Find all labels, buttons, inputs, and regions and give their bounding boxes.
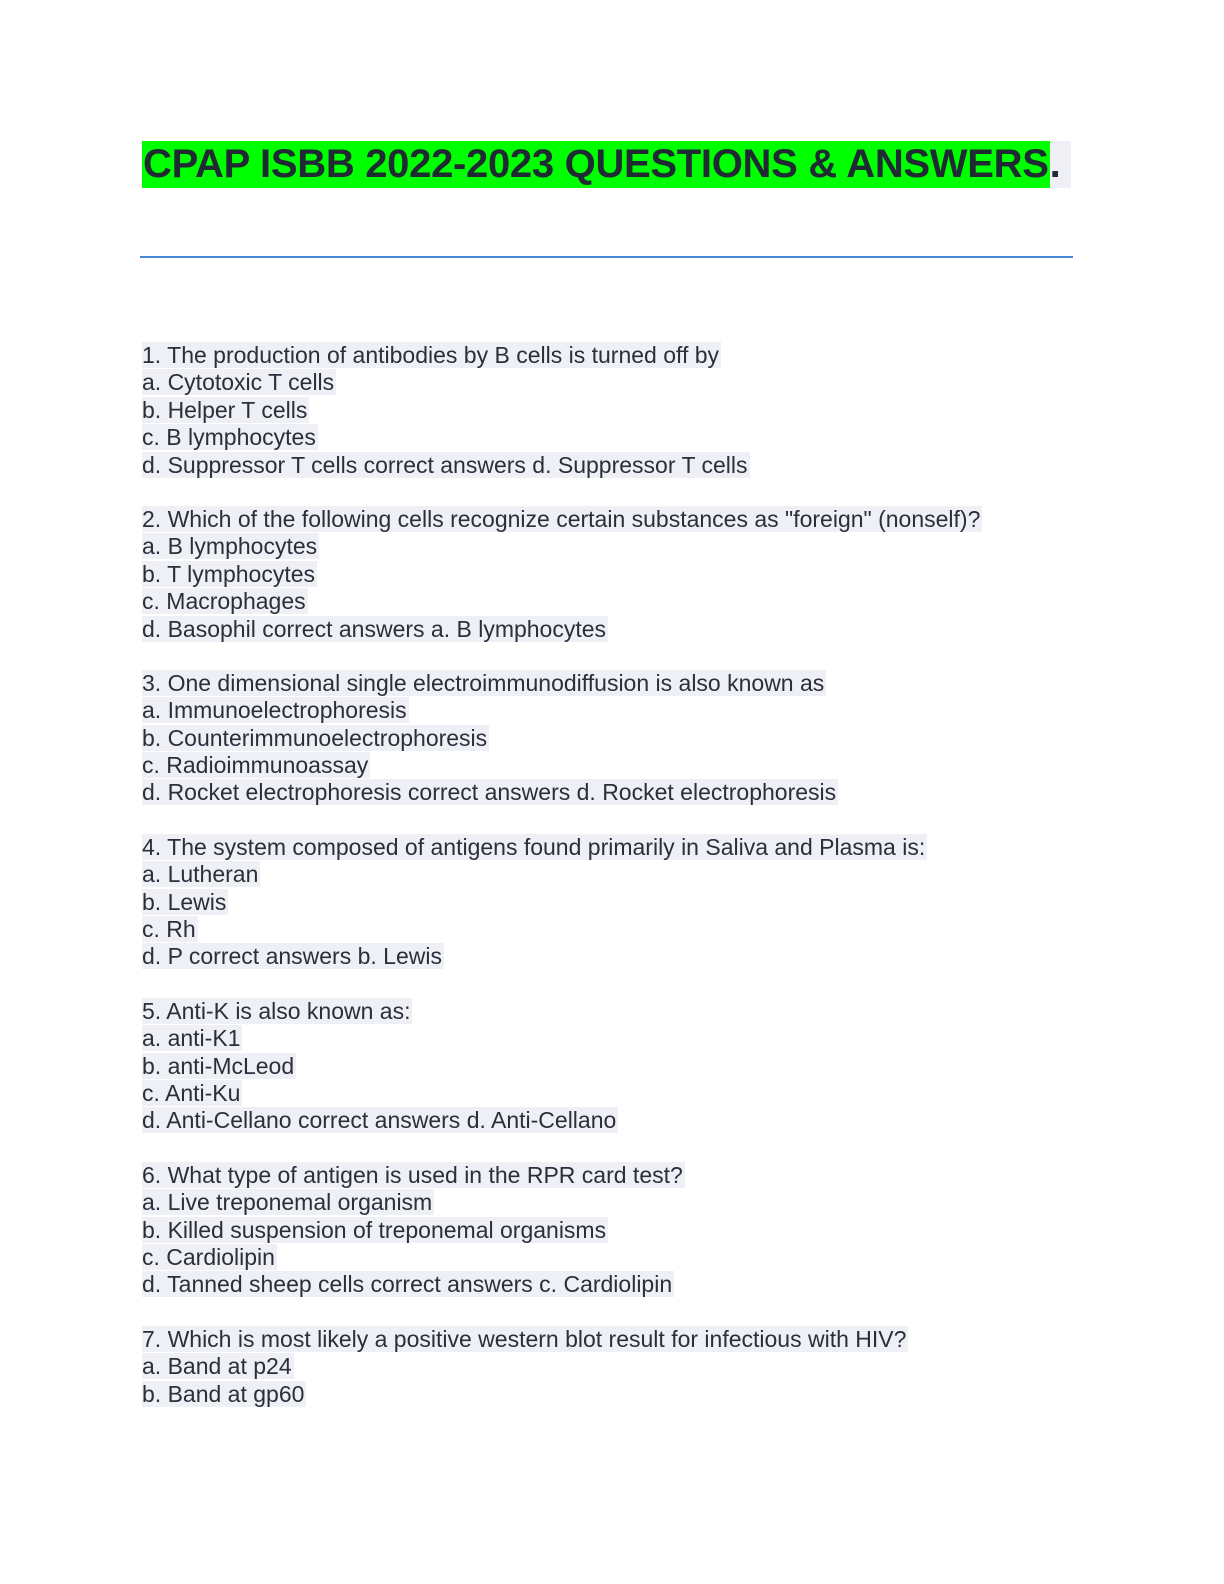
title-text: CPAP ISBB 2022-2023 QUESTIONS & ANSWERS	[143, 142, 1049, 186]
answer-option: a. Immunoelectrophoresis	[142, 697, 407, 724]
title-divider	[140, 256, 1073, 258]
answer-option: b. Lewis	[142, 888, 227, 915]
question-text: 6. What type of antigen is used in the RPR card test?	[142, 1161, 683, 1188]
question-text: 1. The production of antibodies by B cells is turned off by	[142, 342, 720, 368]
question-text: 2. Which of the following cells recognize certain substances as "foreign" (nonself)?	[142, 505, 981, 532]
answer-option: b. T lymphocytes	[142, 560, 316, 587]
answer-option: b. anti-McLeod	[142, 1052, 295, 1079]
answer-option: a. B lymphocytes	[142, 533, 318, 560]
question-block	[142, 506, 1102, 643]
answer-option: b. Counterimmunoelectrophoresis	[142, 724, 488, 751]
question-block	[142, 998, 1102, 1135]
answer-option: c. Anti-Ku	[142, 1079, 241, 1106]
question-text: 5. Anti-K is also known as:	[142, 997, 411, 1024]
answer-option-with-correct-answer: d. Suppressor T cells correct answers d. Suppressor T cells	[142, 451, 748, 478]
title-suffix: .	[1050, 141, 1071, 188]
question-text: 4. The system composed of antigens found primarily in Saliva and Plasma is:	[142, 833, 926, 860]
answer-option-with-correct-answer: d. Tanned sheep cells correct answers c. Cardiolipin	[142, 1271, 673, 1298]
answer-option: c. B lymphocytes	[142, 424, 316, 451]
answer-option: a. Lutheran	[142, 861, 259, 888]
question-text: 3. One dimensional single electroimmunodiffusion is also known as	[142, 669, 825, 696]
answer-option: b. Band at gp60	[142, 1380, 305, 1407]
document-title	[142, 141, 1071, 188]
questions-list	[142, 342, 1102, 1435]
answer-option-with-correct-answer: d. Anti-Cellano correct answers d. Anti-Cellano	[142, 1107, 617, 1134]
question-block	[142, 670, 1102, 807]
answer-option-with-correct-answer: d. Rocket electrophoresis correct answers d. Rocket electrophoresis	[142, 779, 837, 806]
answer-option: a. Live treponemal organism	[142, 1189, 433, 1216]
question-block	[142, 834, 1102, 971]
answer-option: c. Cardiolipin	[142, 1243, 275, 1270]
answer-option: a. Cytotoxic T cells	[142, 369, 335, 396]
question-block	[142, 1326, 1102, 1408]
answer-option: c. Radioimmunoassay	[142, 752, 369, 779]
answer-option: a. Band at p24	[142, 1353, 292, 1380]
answer-option: a. anti-K1	[142, 1025, 241, 1052]
answer-option-with-correct-answer: d. P correct answers b. Lewis	[142, 943, 442, 970]
question-block	[142, 342, 1102, 479]
question-text: 7. Which is most likely a positive western blot result for infectious with HIV?	[142, 1325, 907, 1352]
answer-option: b. Killed suspension of treponemal organisms	[142, 1216, 607, 1243]
answer-option: c. Macrophages	[142, 588, 306, 615]
answer-option: c. Rh	[142, 916, 196, 943]
question-block	[142, 1162, 1102, 1299]
answer-option: b. Helper T cells	[142, 396, 308, 423]
answer-option-with-correct-answer: d. Basophil correct answers a. B lymphocytes	[142, 615, 607, 642]
